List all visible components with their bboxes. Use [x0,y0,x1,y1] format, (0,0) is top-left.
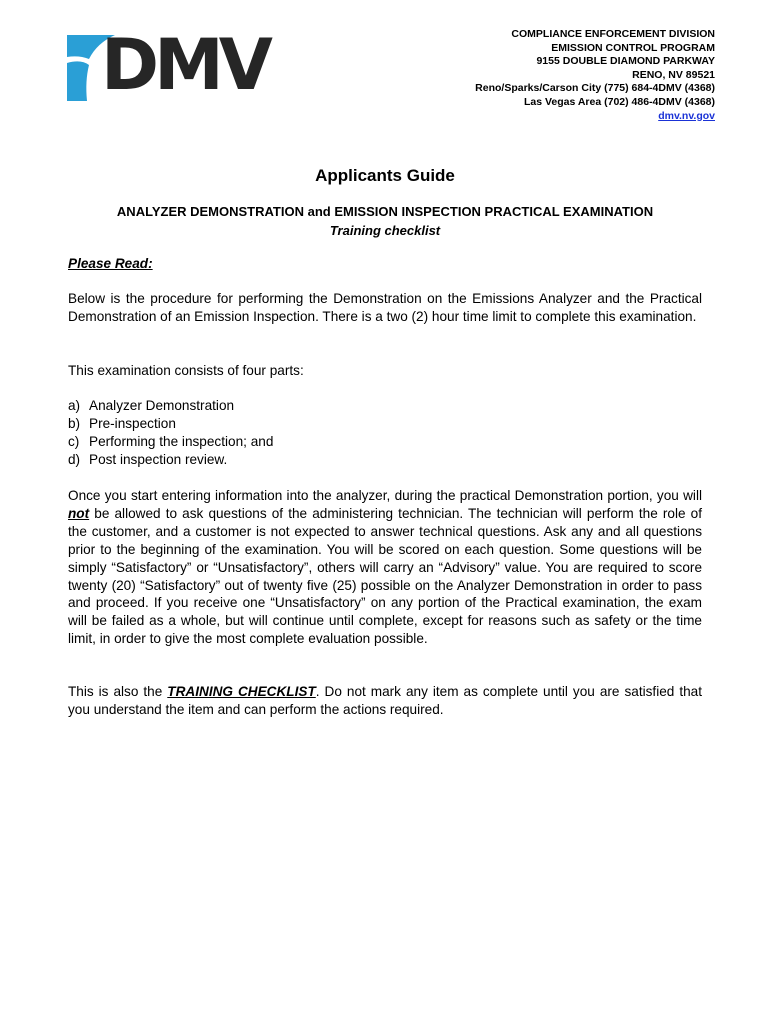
parts-intro: This examination consists of four parts: [68,363,304,378]
list-item: d) Post inspection review. [68,451,228,467]
address-line: 9155 DOUBLE DIAMOND PARKWAY [536,55,715,68]
please-read-heading: Please Read: [68,256,153,271]
page-title: Applicants Guide [315,166,455,185]
address-line: EMISSION CONTROL PROGRAM [551,41,715,54]
not-emphasis: not [68,505,90,521]
rules-paragraph: Once you start entering information into the analyzer, during the practical Demonstration portion, you will not be allowed to ask questions of the administering technician. The technician will perform the role of the customer, and a customer is not expected to answer technical questions. Ask any and all questions prior to the beginning of the examination. You will be scored on each question. Some questions will be simply “Satisfactory” or “Unsatisfactory”, others will carry an “Advisory” value. You are required to score twenty (20) “Satisfactory” out of twenty five (25) possible on the Analyzer Demonstration in order to pass and proceed. If you receive one “Unsatisfactory” on any portion of the Practical examination, the exam will be failed as a whole, but will continue until complete, except for reasons such as safety or the time limit, in order to give the most complete evaluation possible. [68,488,702,647]
address-line: COMPLIANCE ENFORCEMENT DIVISION [511,28,715,40]
exam-heading: ANALYZER DEMONSTRATION and EMISSION INSPECTION PRACTICAL EXAMINATION [116,204,654,219]
list-item: a) Analyzer Demonstration [68,398,235,413]
training-checklist-paragraph: This is also the TRAINING CHECKLIST. Do not mark any item as complete until you are satisfied that you understand the item and can perform the actions required. [68,684,702,717]
address-line: RENO, NV 89521 [632,68,715,81]
list-item: b) Pre-inspection [68,415,176,431]
dmv-logo [67,24,268,106]
dmv-logo-text: DMV [101,24,268,106]
parts-list [68,397,702,469]
checklist-heading: Training checklist [329,223,441,238]
procedure-paragraph: Below is the procedure for performing the Demonstration on the Emissions Analyzer and the Practical Demonstration of an Emission Inspection. There is a two (2) hour time limit to complete this examination. [68,291,702,324]
website-link[interactable]: dmv.nv.gov [658,109,715,122]
address-line: Las Vegas Area (702) 486-4DMV (4368) [523,95,715,108]
training-checklist-emphasis: TRAINING CHECKLIST [167,684,316,699]
address-line: Reno/Sparks/Carson City (775) 684-4DMV (4368) [475,82,715,95]
list-item: c) Performing the inspection; and [68,433,274,449]
division-address [475,28,715,123]
